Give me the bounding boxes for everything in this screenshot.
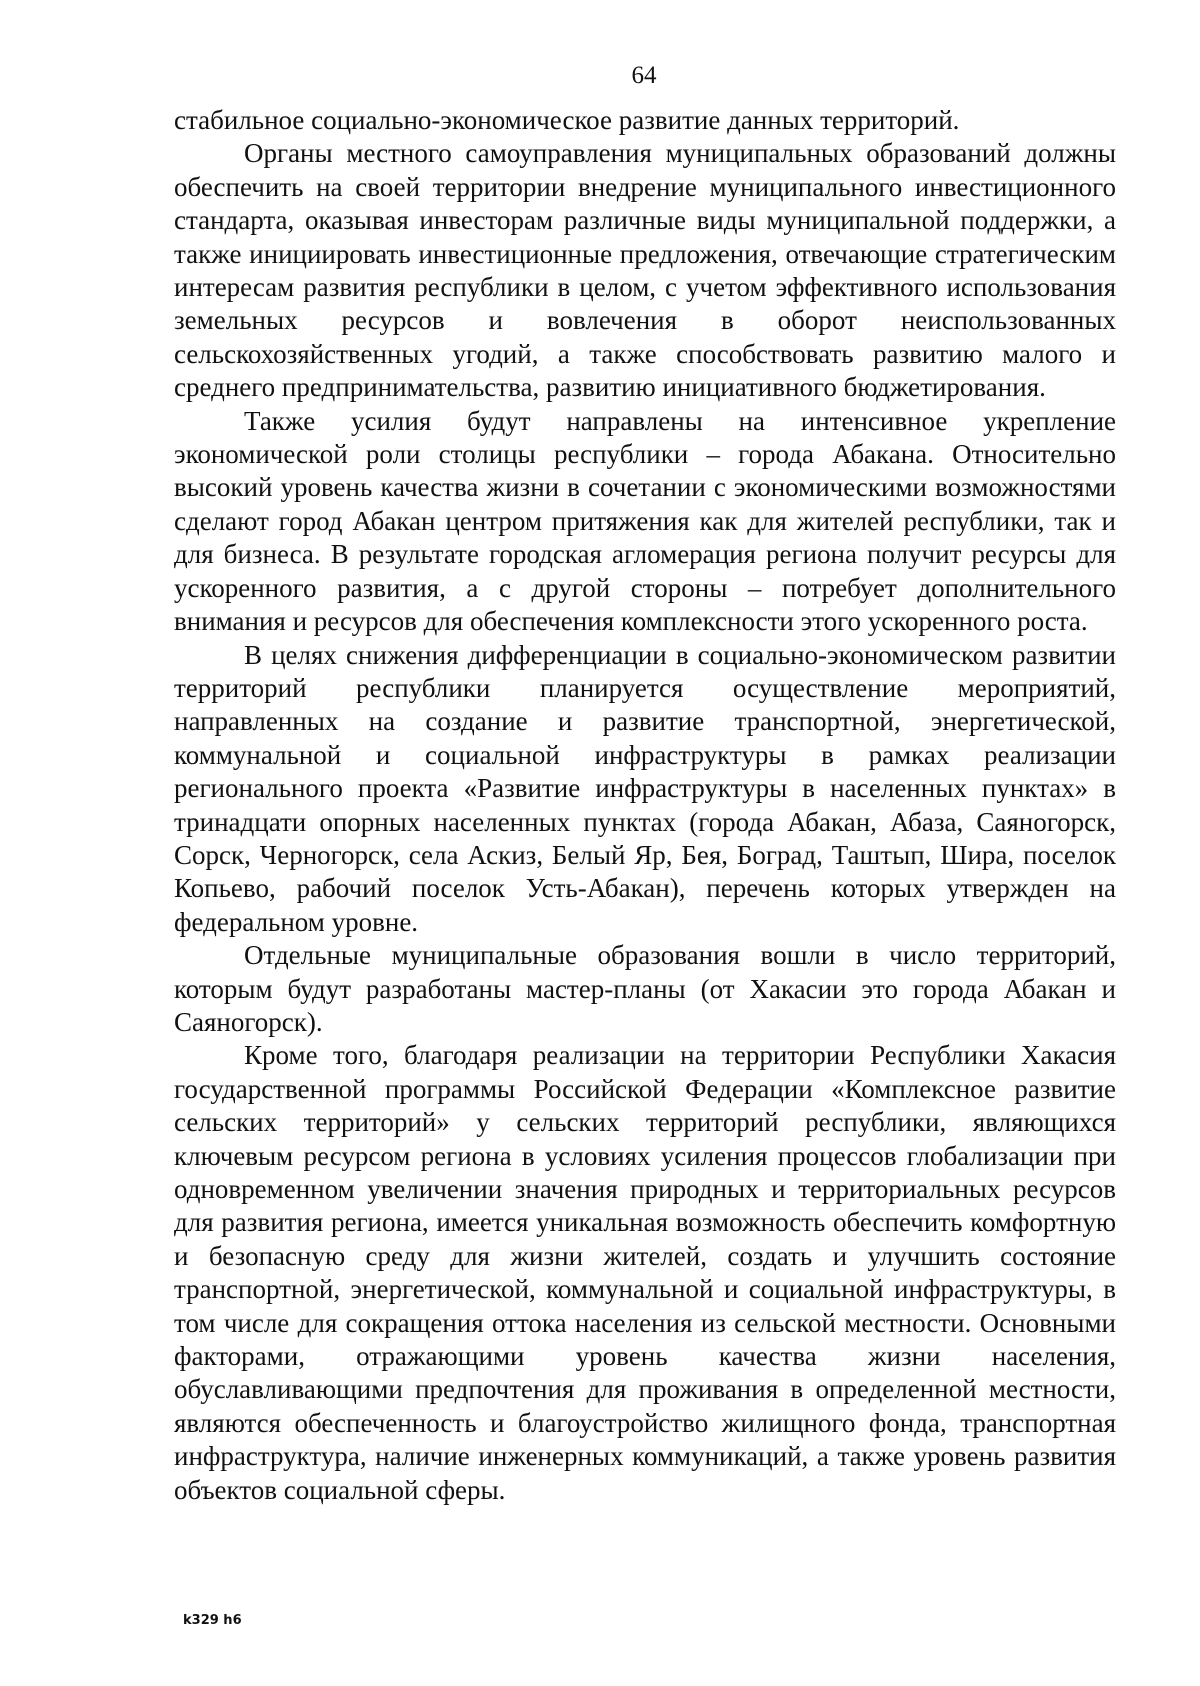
page-number: 64 [631, 62, 657, 89]
paragraph-continuation: стабильное социально-экономическое развитие данных территорий. [174, 105, 960, 135]
paragraph-abakan-capital: Также усилия будут направлены на интенсивное укрепление экономической роли столицы республики – города Абакана. Относительно высокий уровень качества жизни в сочетании с экономическими возможностями сделают город Абакан центром притяжения как для жителей республики, так и для бизнеса. В результате городская агломерация региона получит ресурсы для ускоренного развития, а с другой стороны – потребует дополнительного внимания и ресурсов для обеспечения комплексности этого ускоренного роста. [174, 405, 1116, 637]
paragraph-rural-development: Кроме того, благодаря реализации на территории Республики Хакасия государственной программы Российской Федерации «Комплексное развитие сельских территорий» у сельских территорий республики, являющихся ключевым ресурсом региона в условиях усиления процессов глобализации при одновременном увеличении значения природных и территориальных ресурсов для развития региона, имеется уникальная возможность обеспечить комфортную и безопасную среду для жизни жителей, создать и улучшить состояние транспортной, энергетической, коммунальной и социальной инфраструктуры, в том числе для сокращения оттока населения из сельской местности. Основными факторами, отражающими уровень качества жизни населения, обуславливающими предпочтения для проживания в определенной местности, являются обеспеченность и благоустройство жилищного фонда, транспортная инфраструктура, наличие инженерных коммуникаций, а также уровень развития объектов социальной сферы. [174, 1040, 1116, 1505]
document-footer-code: k329 h6 [183, 1613, 242, 1628]
paragraph-infrastructure-project: В целях снижения дифференциации в социально-экономическом развитии территорий республики планируется осуществление мероприятий, направленных на создание и развитие транспортной, энергетической, коммунальной и социальной инфраструктуры в рамках реализации регионального проекта «Развитие инфраструктуры в населенных пунктах» в тринадцати опорных населенных пунктах (города Абакан, Абаза, Саяногорск, Сорск, Черногорск, села Аскиз, Белый Яр, Бея, Боград, Таштып, Шира, поселок Копьево, рабочий поселок Усть-Абакан), перечень которых утвержден на федеральном уровне. [174, 639, 1116, 937]
paragraph-local-government: Органы местного самоуправления муниципальных образований должны обеспечить на своей территории внедрение муниципального инвестиционного стандарта, оказывая инвесторам различные виды муниципальной поддержки, а также инициировать инвестиционные предложения, отвечающие стратегическим интересам развития республики в целом, с учетом эффективного использования земельных ресурсов и вовлечения в оборот неиспользованных сельскохозяйственных угодий, а также способствовать развитию малого и среднего предпринимательства, развитию инициативного бюджетирования. [174, 138, 1116, 403]
document-body [174, 104, 1116, 1507]
paragraph-master-plans: Отдельные муниципальные образования вошли в число территорий, которым будут разработаны мастер-планы (от Хакасии это города Абакан и Саяногорск). [174, 940, 1116, 1037]
